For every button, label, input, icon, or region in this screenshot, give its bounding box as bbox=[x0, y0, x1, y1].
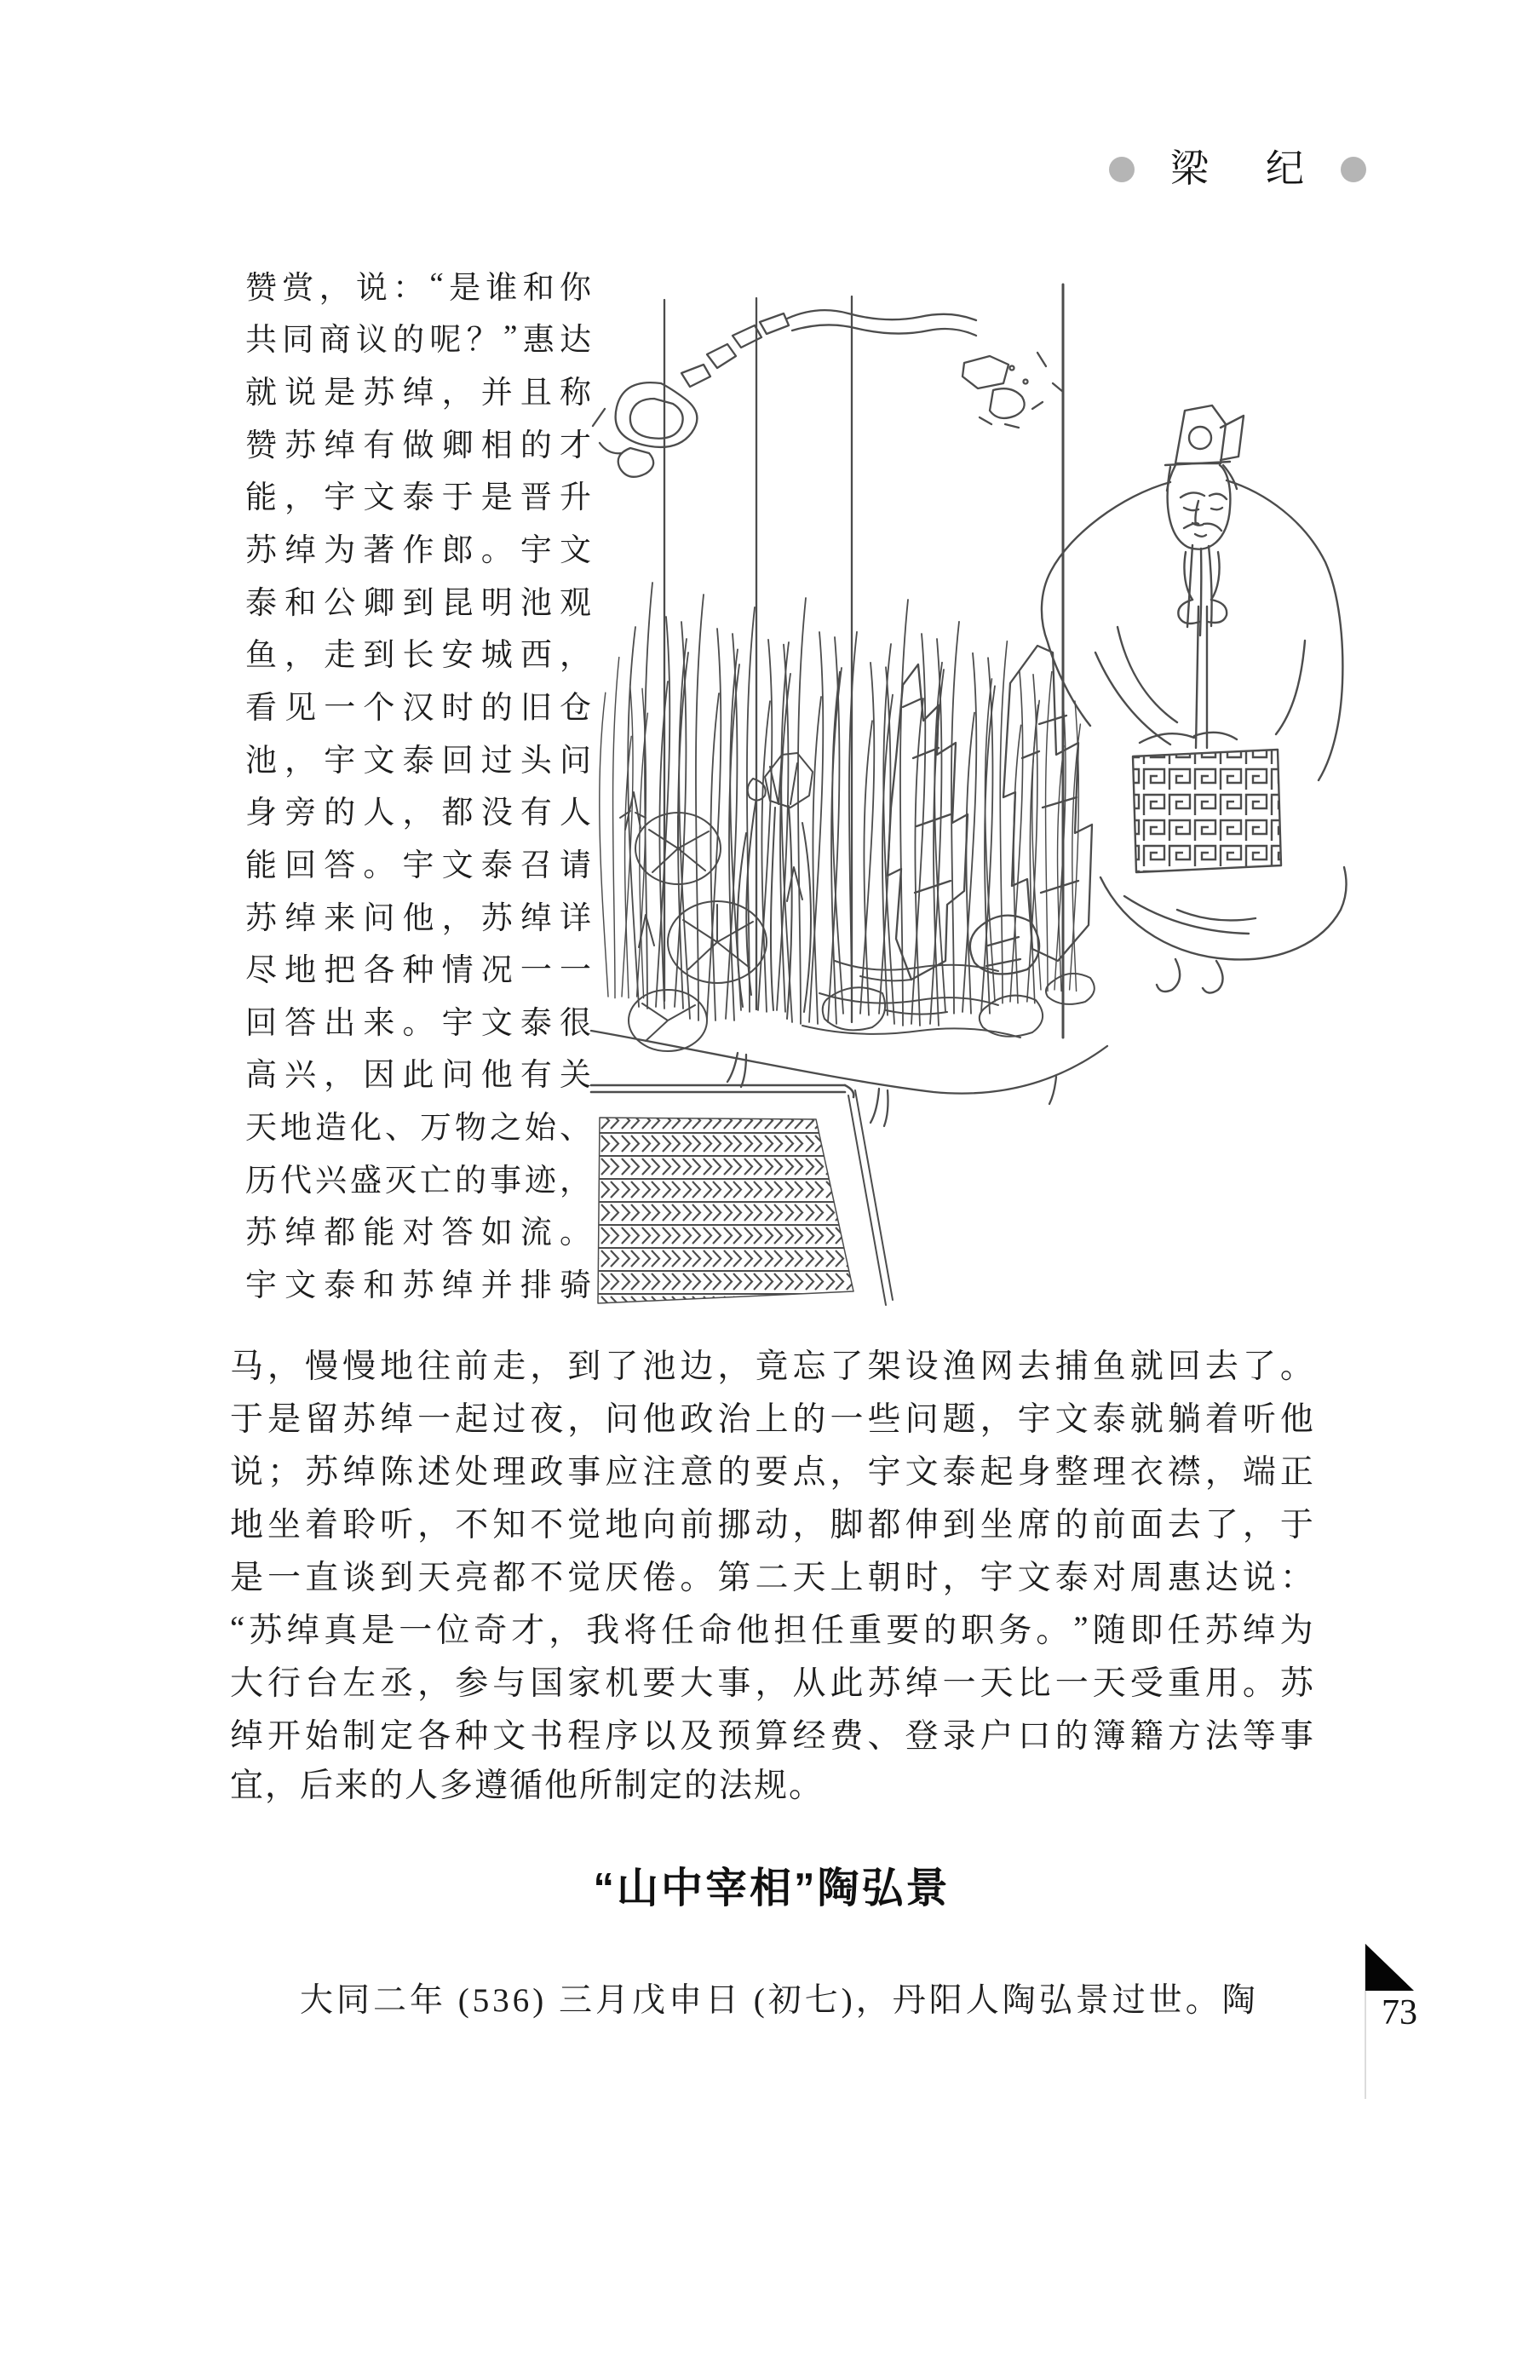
text-line: 大 行 台 左 丞 ， 参 与 国 家 机 要 大 事 ， 从 此 苏 绰 一 天 比 一 天 受 重 用 。 苏 bbox=[230, 1665, 1313, 1702]
running-head-left: 梁 bbox=[1170, 147, 1210, 190]
text-line: 苏 绰 为 著 作 郎 。 宇 文 bbox=[245, 533, 591, 569]
text-line: 说 ； 苏 绰 陈 述 处 理 政 事 应 注 意 的 要 点 ， 宇 文 泰 起 身 整 理 衣 襟 ， 端 正 bbox=[230, 1454, 1313, 1491]
text-line: 是 一 直 谈 到 天 亮 都 不 觉 厌 倦 。 第 二 天 上 朝 时 ， 宇 文 泰 对 周 惠 达 说 ： bbox=[230, 1560, 1313, 1596]
text-line: 历 代 兴 盛 灭 亡 的 事 迹 ， bbox=[245, 1163, 591, 1199]
section-heading: “山中宰相”陶弘景 bbox=[593, 1865, 951, 1911]
text-line: 马 ， 慢 慢 地 往 前 走 ， 到 了 池 边 ， 竟 忘 了 架 设 渔 网 去 捕 鱼 就 回 去 了 。 bbox=[230, 1348, 1313, 1385]
text-line: 苏 绰 都 能 对 答 如 流 。 bbox=[245, 1216, 591, 1251]
text-line: 就 说 是 苏 绰 ， 并 且 称 bbox=[245, 376, 591, 411]
page-corner-triangle-icon bbox=[1365, 1944, 1414, 1991]
text-line: 赞 赏 ， 说 ： “ 是 谁 和 你 bbox=[245, 267, 591, 306]
header-dot-left-icon bbox=[1109, 157, 1135, 182]
text-line: 宜，后来的人多遵循他所制定的法规。 bbox=[230, 1768, 825, 1804]
running-head-right: 纪 bbox=[1266, 147, 1305, 190]
text-line: 赞 苏 绰 有 做 卿 相 的 才 bbox=[245, 428, 591, 463]
text-line: “ 苏 绰 真 是 一 位 奇 才 ， 我 将 任 命 他 担 任 重 要 的 职 务 。 ” 随 即 任 苏 绰 为 bbox=[230, 1609, 1313, 1649]
text-line: 看 见 一 个 汉 时 的 旧 仓 bbox=[245, 690, 591, 726]
line-drawing-illustration bbox=[579, 281, 1371, 1316]
text-line: 苏 绰 来 问 他 ， 苏 绰 详 bbox=[245, 900, 591, 936]
text-line: 池 ， 宇 文 泰 回 过 头 问 bbox=[245, 743, 591, 779]
section-paragraph: 大同二年 (536) 三月戊申日 (初七)，丹阳人陶弘景过世。陶 bbox=[300, 1982, 1259, 2019]
text-line: 于 是 留 苏 绰 一 起 过 夜 ， 问 他 政 治 上 的 一 些 问 题 ， 宇 文 泰 就 躺 着 听 他 bbox=[230, 1401, 1313, 1438]
text-line: 天 地 造 化 、 万 物 之 始 、 bbox=[245, 1111, 591, 1147]
text-line: 泰 和 公 卿 到 昆 明 池 观 bbox=[245, 585, 591, 621]
text-line: 身 旁 的 人 ， 都 没 有 人 bbox=[245, 796, 591, 831]
text-line: 能 回 答 。 宇 文 泰 召 请 bbox=[245, 848, 591, 883]
text-line: 绰 开 始 制 定 各 种 文 书 程 序 以 及 预 算 经 费 、 登 录 户 口 的 簿 籍 方 法 等 事 bbox=[230, 1718, 1313, 1755]
text-line: 鱼 ， 走 到 长 安 城 西 ， bbox=[245, 638, 591, 674]
page-number: 73 bbox=[1382, 1993, 1417, 2032]
header-dot-right-icon bbox=[1341, 157, 1366, 182]
text-line: 高 兴 ， 因 此 问 他 有 关 bbox=[245, 1058, 591, 1094]
text-line: 共 同 商 议 的 呢 ？ ” 惠 达 bbox=[245, 319, 591, 359]
text-line: 能 ， 宇 文 泰 于 是 晋 升 bbox=[245, 480, 591, 516]
text-line: 宇 文 泰 和 苏 绰 并 排 骑 bbox=[245, 1268, 591, 1303]
body-text-block bbox=[230, 1337, 1313, 1813]
text-line: 尽 地 把 各 种 情 况 一 一 bbox=[245, 953, 591, 989]
text-line: 回 答 出 来 。 宇 文 泰 很 bbox=[245, 1005, 591, 1041]
text-line: 地 坐 着 聆 听 ， 不 知 不 觉 地 向 前 挪 动 ， 脚 都 伸 到 坐 席 的 前 面 去 了 ， 于 bbox=[230, 1507, 1313, 1544]
left-text-column bbox=[245, 258, 591, 1308]
